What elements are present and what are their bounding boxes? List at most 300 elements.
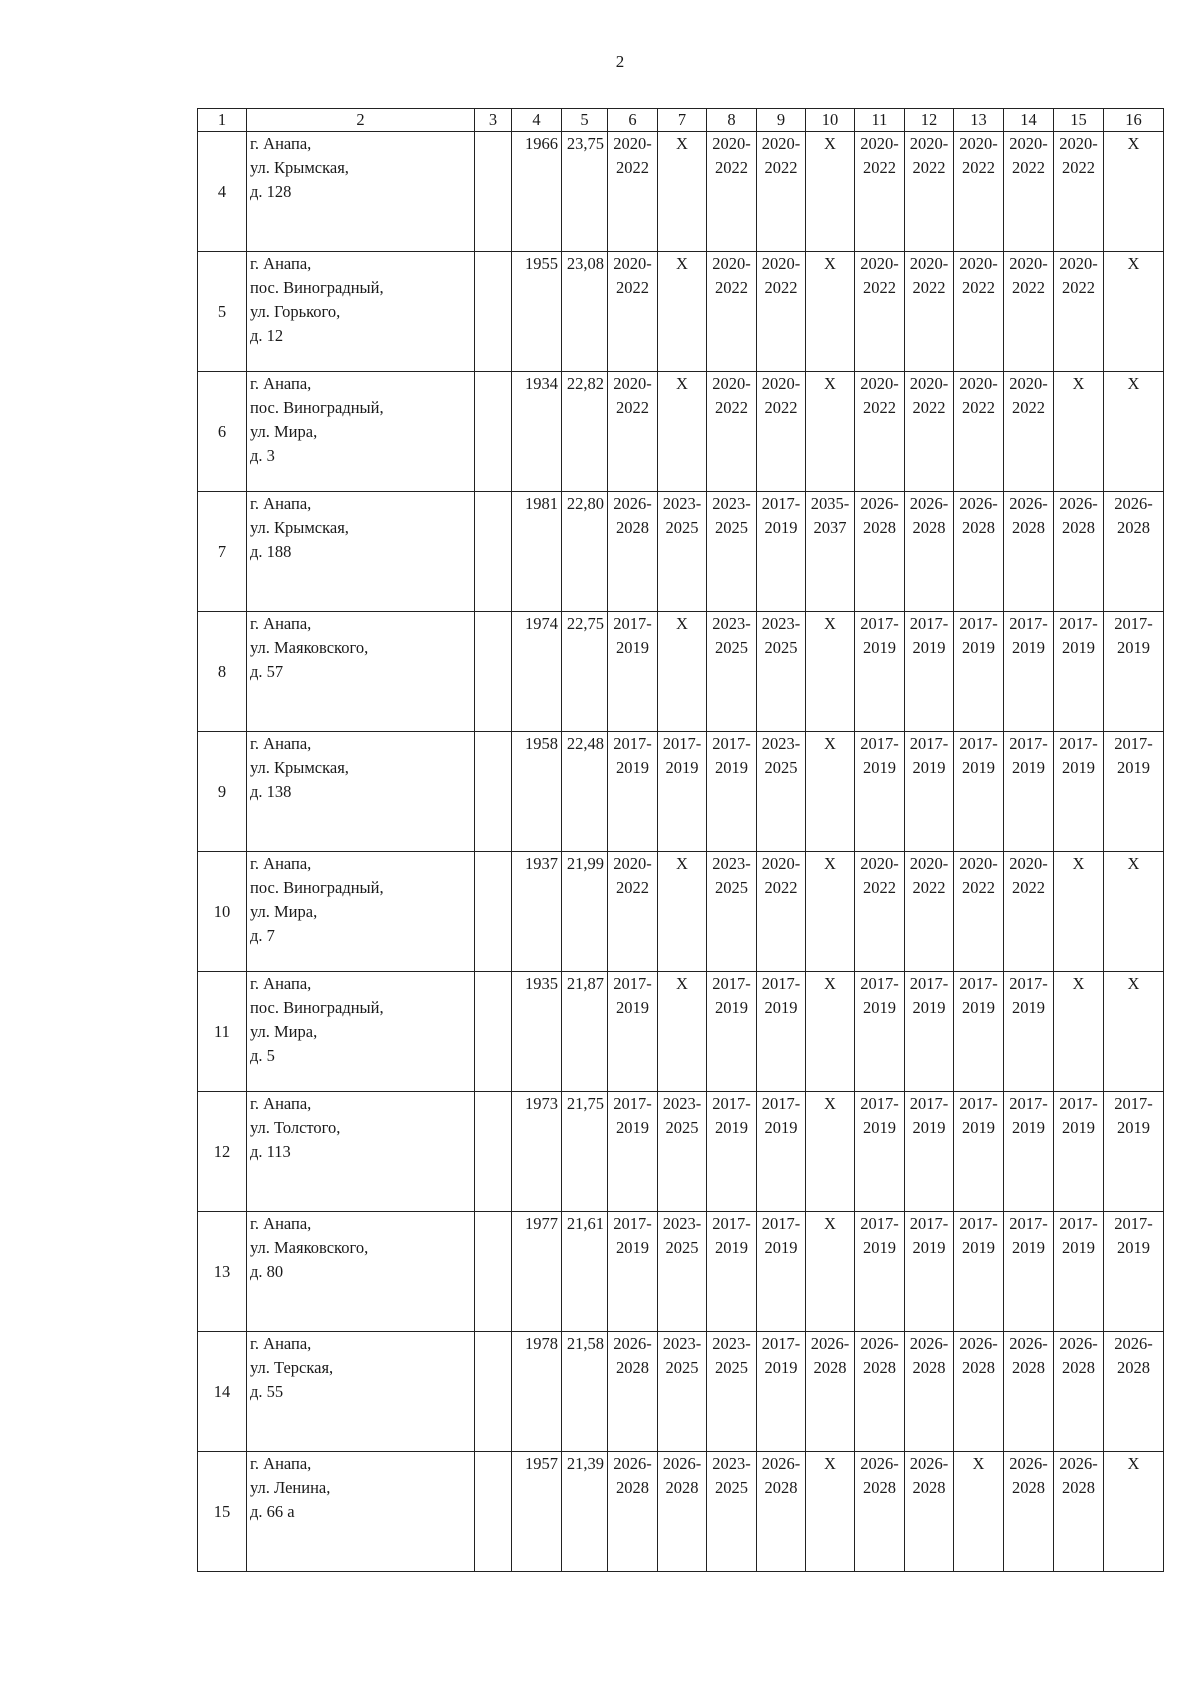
period-cell-col14: [1004, 852, 1054, 972]
period-text: 2017-: [712, 734, 751, 753]
period-text: 2022: [764, 398, 798, 417]
period-text: 2019: [863, 758, 896, 777]
period-text: 2019: [764, 1118, 798, 1137]
period-cell-col11: [855, 1212, 905, 1332]
period-text: 2019: [764, 518, 798, 537]
period-text: 2028: [912, 518, 946, 537]
year-built-cell: 1958: [512, 732, 562, 852]
period-cell-col16: [1104, 1212, 1164, 1332]
period-text: X: [1127, 254, 1140, 273]
table-row: [198, 1212, 1164, 1332]
period-cell-col7: [658, 372, 707, 492]
address-cell: [247, 612, 475, 732]
index-value-cell: 22,82: [562, 372, 608, 492]
period-cell-col16: [1104, 1452, 1164, 1572]
period-text: 2028: [1012, 1478, 1045, 1497]
period-cell-col15: [1054, 1332, 1104, 1452]
period-cell-col8: [707, 972, 757, 1092]
row-number: 8: [198, 612, 247, 732]
period-text: 2026-: [662, 1454, 702, 1473]
period-text: X: [1072, 374, 1085, 393]
period-cell-col8: [707, 492, 757, 612]
period-text: 2023-: [662, 1334, 702, 1353]
period-text: 2022: [616, 278, 649, 297]
period-cell-col6: [608, 612, 658, 732]
column-header: 8: [707, 109, 757, 132]
period-text: 2026-: [1059, 1334, 1098, 1353]
address-line: д. 128: [250, 182, 292, 201]
period-text: 2028: [1117, 1358, 1150, 1377]
row-number: 6: [198, 372, 247, 492]
period-cell-col12: [905, 612, 954, 732]
period-text: X: [1127, 134, 1140, 153]
period-text: 2019: [764, 1238, 798, 1257]
period-text: 2019: [715, 1118, 748, 1137]
period-cell-col9: [757, 132, 806, 252]
col3-cell: [475, 372, 512, 492]
period-text: 2023-: [712, 614, 751, 633]
period-text: 2017-: [860, 734, 899, 753]
period-text: 2017-: [1114, 734, 1153, 753]
period-cell-col14: [1004, 372, 1054, 492]
period-text: 2019: [1062, 758, 1095, 777]
col3-cell: [475, 612, 512, 732]
period-text: 2017-: [761, 1094, 801, 1113]
period-text: 2017-: [613, 734, 652, 753]
period-text: 2020-: [712, 134, 751, 153]
period-text: 2037: [813, 518, 847, 537]
period-text: 2017-: [613, 1094, 652, 1113]
period-text: 2023-: [662, 1094, 702, 1113]
period-cell-col8: [707, 852, 757, 972]
period-text: 2028: [962, 518, 995, 537]
period-text: X: [1127, 374, 1140, 393]
period-text: 2020-: [909, 854, 949, 873]
period-text: X: [824, 974, 836, 993]
period-cell-col12: [905, 372, 954, 492]
index-value-cell: 22,80: [562, 492, 608, 612]
period-text: 2017-: [909, 734, 949, 753]
period-text: 2022: [616, 158, 649, 177]
period-cell-col8: [707, 1092, 757, 1212]
period-cell-col6: [608, 852, 658, 972]
address-line: д. 188: [250, 542, 292, 561]
period-cell-col9: [757, 1212, 806, 1332]
period-text: 2026-: [909, 494, 949, 513]
period-text: 2026-: [613, 1334, 652, 1353]
period-cell-col13: [954, 132, 1004, 252]
period-cell-col13: [954, 492, 1004, 612]
period-text: 2019: [912, 1118, 946, 1137]
period-text: X: [1072, 974, 1085, 993]
address-line: г. Анапа,: [250, 1094, 312, 1113]
address-line: ул. Ленина,: [250, 1478, 331, 1497]
address-line: пос. Виноградный,: [250, 278, 384, 297]
period-text: 2020-: [712, 254, 751, 273]
period-text: 2017-: [1009, 974, 1048, 993]
address-line: ул. Терская,: [250, 1358, 334, 1377]
address-line: ул. Крымская,: [250, 158, 349, 177]
address-cell: [247, 492, 475, 612]
address-line: д. 66 а: [250, 1502, 295, 1521]
period-text: 2017-: [1114, 614, 1153, 633]
period-text: 2019: [912, 758, 946, 777]
period-text: 2028: [1062, 1478, 1095, 1497]
period-cell-col6: [608, 972, 658, 1092]
period-cell-col6: [608, 1212, 658, 1332]
row-number: 5: [198, 252, 247, 372]
column-header: 2: [247, 109, 475, 132]
period-cell-col9: [757, 372, 806, 492]
address-line: г. Анапа,: [250, 254, 312, 273]
period-cell-col10: [806, 1212, 855, 1332]
period-cell-col13: [954, 732, 1004, 852]
period-cell-col10: [806, 1332, 855, 1452]
period-text: X: [1072, 854, 1085, 873]
period-text: 2017-: [613, 1214, 652, 1233]
address-line: д. 3: [250, 446, 275, 465]
address-line: ул. Мира,: [250, 902, 318, 921]
row-number: 9: [198, 732, 247, 852]
period-cell-col15: [1054, 372, 1104, 492]
period-text: 2020-: [959, 374, 998, 393]
period-cell-col10: [806, 492, 855, 612]
year-built-cell: 1957: [512, 1452, 562, 1572]
period-text: 2028: [863, 1358, 896, 1377]
period-text: 2023-: [712, 1334, 751, 1353]
period-text: 2019: [863, 638, 896, 657]
period-text: 2019: [962, 1118, 995, 1137]
period-cell-col7: [658, 1332, 707, 1452]
col3-cell: [475, 1212, 512, 1332]
period-cell-col12: [905, 1092, 954, 1212]
period-cell-col6: [608, 252, 658, 372]
period-text: 2017-: [860, 1094, 899, 1113]
period-cell-col7: [658, 1452, 707, 1572]
address-cell: [247, 1452, 475, 1572]
period-cell-col13: [954, 612, 1004, 732]
period-text: 2026-: [959, 494, 998, 513]
period-cell-col7: [658, 612, 707, 732]
period-text: 2026-: [1059, 1454, 1098, 1473]
period-text: 2028: [863, 1478, 896, 1497]
column-header: 4: [512, 109, 562, 132]
period-text: 2019: [1062, 638, 1095, 657]
period-text: 2020-: [860, 854, 899, 873]
period-text: 2026-: [860, 1334, 899, 1353]
period-text: 2020-: [959, 134, 998, 153]
row-number: 15: [198, 1452, 247, 1572]
period-text: X: [824, 134, 836, 153]
period-cell-col12: [905, 1452, 954, 1572]
table-row: [198, 132, 1164, 252]
period-cell-col10: [806, 372, 855, 492]
period-text: 2017-: [712, 974, 751, 993]
year-built-cell: 1937: [512, 852, 562, 972]
period-cell-col15: [1054, 972, 1104, 1092]
column-header: 7: [658, 109, 707, 132]
period-cell-col11: [855, 1452, 905, 1572]
period-cell-col16: [1104, 1332, 1164, 1452]
period-text: 2028: [616, 518, 649, 537]
table-row: [198, 1332, 1164, 1452]
column-header: 6: [608, 109, 658, 132]
period-cell-col16: [1104, 132, 1164, 252]
period-text: 2017-: [909, 974, 949, 993]
period-cell-col6: [608, 732, 658, 852]
period-cell-col13: [954, 1212, 1004, 1332]
period-text: 2017-: [712, 1214, 751, 1233]
col3-cell: [475, 1332, 512, 1452]
row-number: 10: [198, 852, 247, 972]
period-cell-col11: [855, 732, 905, 852]
row-number: 12: [198, 1092, 247, 1212]
period-text: 2017-: [761, 1334, 801, 1353]
col3-cell: [475, 1092, 512, 1212]
address-cell: [247, 972, 475, 1092]
period-text: 2026-: [860, 494, 899, 513]
period-text: 2028: [912, 1358, 946, 1377]
period-text: 2022: [616, 878, 649, 897]
period-cell-col8: [707, 132, 757, 252]
period-text: 2022: [764, 158, 798, 177]
period-text: X: [824, 1094, 836, 1113]
period-cell-col6: [608, 492, 658, 612]
period-text: 2017-: [1059, 614, 1098, 633]
period-text: 2019: [1117, 638, 1150, 657]
period-cell-col8: [707, 732, 757, 852]
period-text: 2025: [715, 878, 748, 897]
period-cell-col13: [954, 1452, 1004, 1572]
period-text: X: [1127, 1454, 1140, 1473]
period-text: X: [824, 614, 836, 633]
period-cell-col14: [1004, 1332, 1054, 1452]
period-cell-col13: [954, 852, 1004, 972]
period-cell-col13: [954, 372, 1004, 492]
period-text: 2020-: [761, 134, 801, 153]
period-text: 2035-: [810, 494, 850, 513]
period-cell-col11: [855, 1332, 905, 1452]
period-text: X: [676, 374, 688, 393]
address-line: д. 7: [250, 926, 275, 945]
period-cell-col9: [757, 612, 806, 732]
period-cell-col16: [1104, 372, 1164, 492]
table-row: [198, 732, 1164, 852]
index-value-cell: 21,87: [562, 972, 608, 1092]
period-text: 2019: [616, 1118, 649, 1137]
period-cell-col9: [757, 1092, 806, 1212]
period-text: 2017-: [860, 974, 899, 993]
period-text: 2028: [1117, 518, 1150, 537]
period-cell-col7: [658, 1212, 707, 1332]
period-cell-col7: [658, 1092, 707, 1212]
period-cell-col7: [658, 972, 707, 1092]
period-text: 2022: [912, 398, 946, 417]
address-line: г. Анапа,: [250, 1334, 312, 1353]
period-text: 2020-: [761, 854, 801, 873]
period-text: 2026-: [761, 1454, 801, 1473]
period-text: X: [824, 1454, 836, 1473]
period-cell-col8: [707, 1212, 757, 1332]
period-text: 2019: [1062, 1118, 1095, 1137]
period-text: 2017-: [1009, 614, 1048, 633]
period-text: 2026-: [860, 1454, 899, 1473]
period-text: 2019: [1012, 1238, 1045, 1257]
period-cell-col7: [658, 252, 707, 372]
period-text: 2017-: [613, 614, 652, 633]
period-cell-col6: [608, 1452, 658, 1572]
period-cell-col15: [1054, 1452, 1104, 1572]
period-text: 2019: [1117, 1238, 1150, 1257]
period-text: 2022: [863, 158, 896, 177]
period-text: 2019: [912, 1238, 946, 1257]
table-row: [198, 252, 1164, 372]
year-built-cell: 1955: [512, 252, 562, 372]
period-cell-col15: [1054, 1212, 1104, 1332]
period-text: 2019: [616, 998, 649, 1017]
period-cell-col13: [954, 1332, 1004, 1452]
column-header: 11: [855, 109, 905, 132]
address-line: ул. Крымская,: [250, 758, 349, 777]
col3-cell: [475, 252, 512, 372]
period-text: 2019: [616, 758, 649, 777]
period-text: 2020-: [959, 254, 998, 273]
year-built-cell: 1974: [512, 612, 562, 732]
year-built-cell: 1977: [512, 1212, 562, 1332]
period-cell-col13: [954, 252, 1004, 372]
period-cell-col7: [658, 132, 707, 252]
period-cell-col9: [757, 1452, 806, 1572]
period-text: 2028: [764, 1478, 798, 1497]
col3-cell: [475, 1452, 512, 1572]
period-text: 2019: [715, 1238, 748, 1257]
address-line: ул. Толстого,: [250, 1118, 341, 1137]
period-text: 2022: [1062, 278, 1095, 297]
column-header: 3: [475, 109, 512, 132]
period-text: 2017-: [761, 974, 801, 993]
period-cell-col11: [855, 492, 905, 612]
period-text: 2022: [863, 278, 896, 297]
period-cell-col15: [1054, 132, 1104, 252]
column-header: 13: [954, 109, 1004, 132]
period-cell-col6: [608, 132, 658, 252]
period-text: 2019: [1012, 998, 1045, 1017]
period-cell-col12: [905, 132, 954, 252]
period-text: 2017-: [959, 1094, 998, 1113]
period-text: 2022: [912, 158, 946, 177]
column-header: 16: [1104, 109, 1164, 132]
period-cell-col10: [806, 732, 855, 852]
period-cell-col12: [905, 252, 954, 372]
period-cell-col12: [905, 1332, 954, 1452]
period-cell-col11: [855, 972, 905, 1092]
address-line: д. 138: [250, 782, 292, 801]
period-text: X: [972, 1454, 985, 1473]
period-text: 2025: [665, 1118, 699, 1137]
address-cell: [247, 1092, 475, 1212]
address-cell: [247, 852, 475, 972]
period-cell-col15: [1054, 1092, 1104, 1212]
index-value-cell: 22,75: [562, 612, 608, 732]
period-text: 2023-: [761, 614, 801, 633]
address-cell: [247, 1332, 475, 1452]
period-cell-col12: [905, 1212, 954, 1332]
period-text: 2022: [962, 158, 995, 177]
period-text: 2022: [962, 278, 995, 297]
period-cell-col7: [658, 732, 707, 852]
address-cell: [247, 252, 475, 372]
period-text: 2028: [1062, 518, 1095, 537]
period-text: 2023-: [712, 854, 751, 873]
period-text: 2020-: [1009, 854, 1048, 873]
period-text: 2025: [715, 1478, 748, 1497]
header-row: [198, 109, 1164, 132]
address-line: ул. Мира,: [250, 1022, 318, 1041]
period-text: 2022: [912, 878, 946, 897]
address-line: г. Анапа,: [250, 854, 312, 873]
table-row: [198, 492, 1164, 612]
address-line: г. Анапа,: [250, 494, 312, 513]
period-cell-col12: [905, 972, 954, 1092]
address-cell: [247, 1212, 475, 1332]
address-line: ул. Маяковского,: [250, 1238, 369, 1257]
period-text: 2022: [715, 398, 748, 417]
address-line: д. 12: [250, 326, 284, 345]
column-header: 15: [1054, 109, 1104, 132]
address-line: пос. Виноградный,: [250, 878, 384, 897]
address-line: д. 113: [250, 1142, 291, 1161]
table-row: [198, 372, 1164, 492]
period-cell-col15: [1054, 492, 1104, 612]
period-text: 2017-: [1114, 1094, 1153, 1113]
period-text: 2017-: [1009, 1094, 1048, 1113]
period-cell-col8: [707, 1332, 757, 1452]
period-text: 2028: [616, 1358, 649, 1377]
period-cell-col16: [1104, 492, 1164, 612]
repair-schedule-table: [197, 108, 1164, 1572]
period-text: 2017-: [712, 1094, 751, 1113]
period-text: 2017-: [959, 974, 998, 993]
period-text: 2020-: [761, 374, 801, 393]
period-cell-col10: [806, 1092, 855, 1212]
period-text: 2020-: [909, 374, 949, 393]
address-line: д. 5: [250, 1046, 275, 1065]
period-text: 2023-: [712, 1454, 751, 1473]
period-text: 2019: [616, 638, 649, 657]
period-cell-col6: [608, 1092, 658, 1212]
index-value-cell: 21,61: [562, 1212, 608, 1332]
period-cell-col10: [806, 972, 855, 1092]
column-header: 14: [1004, 109, 1054, 132]
period-text: 2026-: [613, 494, 652, 513]
table-row: [198, 1092, 1164, 1212]
period-text: 2026-: [909, 1454, 949, 1473]
period-text: 2025: [715, 1358, 748, 1377]
period-text: X: [824, 1214, 836, 1233]
address-line: г. Анапа,: [250, 1454, 312, 1473]
period-text: 2022: [715, 158, 748, 177]
period-cell-col11: [855, 852, 905, 972]
period-text: 2028: [1012, 1358, 1045, 1377]
period-text: X: [824, 374, 836, 393]
period-text: X: [676, 134, 688, 153]
period-text: X: [824, 854, 836, 873]
period-text: 2019: [912, 998, 946, 1017]
period-text: 2019: [962, 1238, 995, 1257]
year-built-cell: 1934: [512, 372, 562, 492]
period-cell-col14: [1004, 1212, 1054, 1332]
period-cell-col9: [757, 732, 806, 852]
